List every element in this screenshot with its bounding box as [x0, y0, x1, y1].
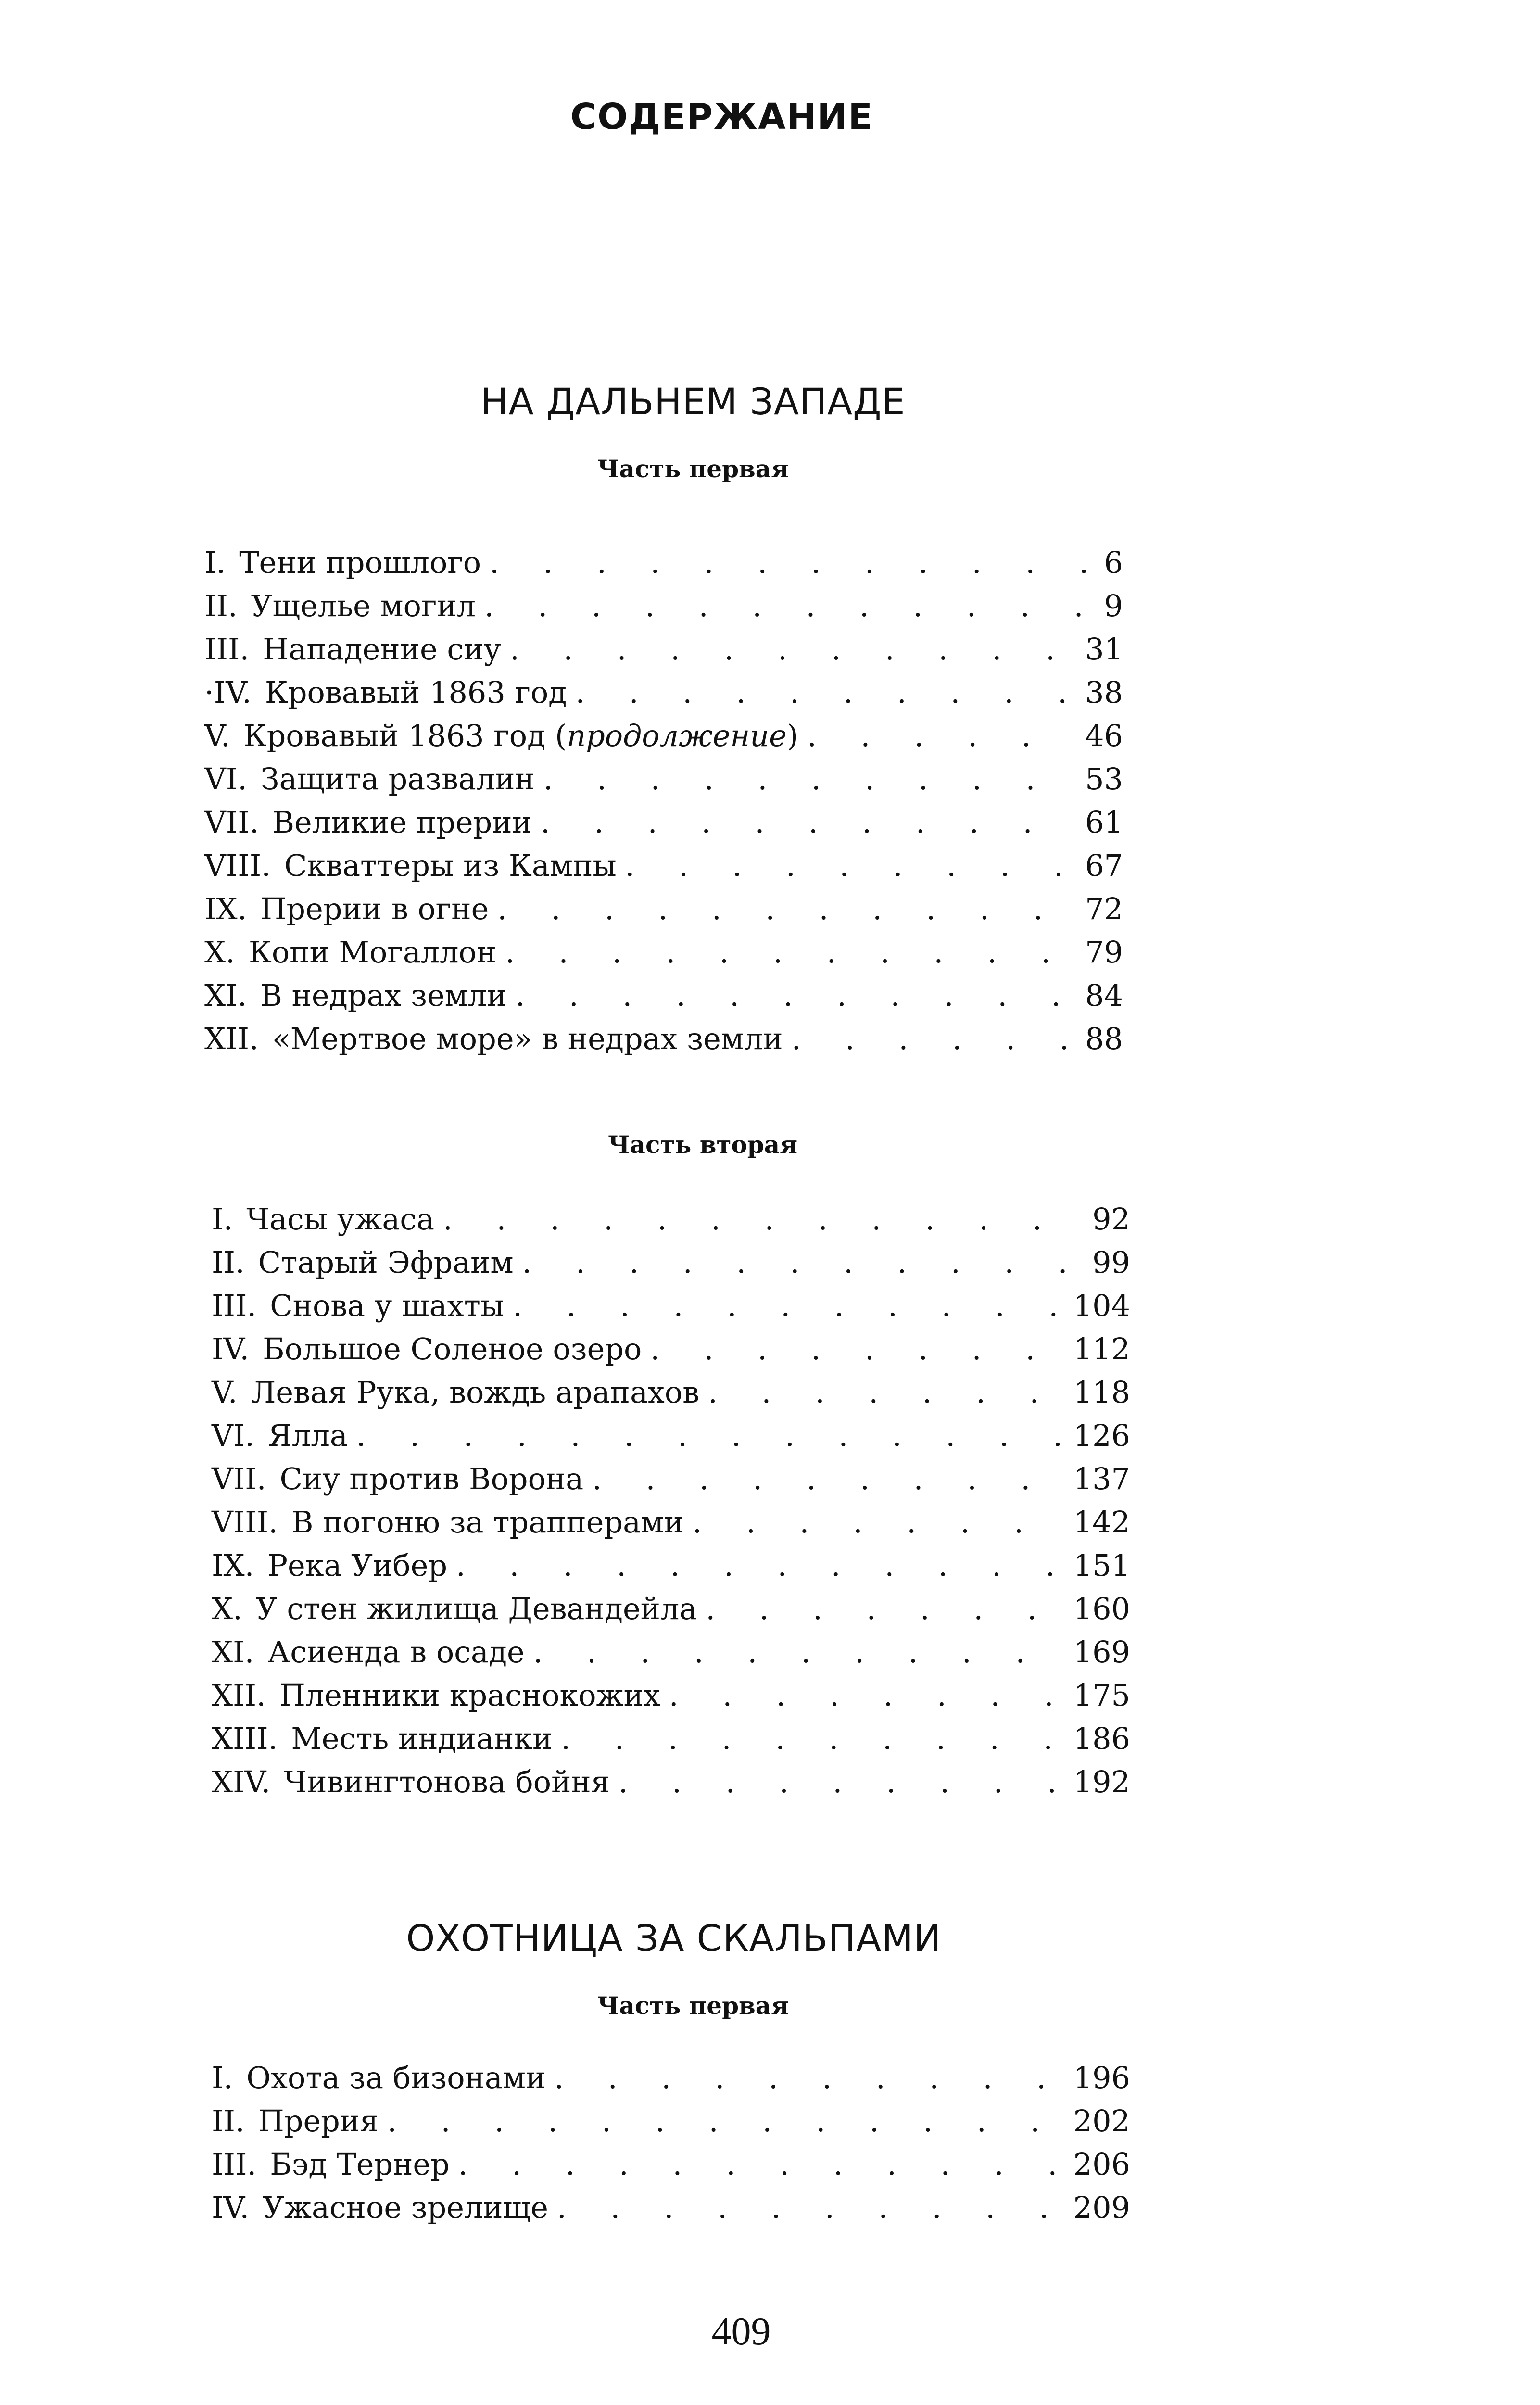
toc-entry[interactable] [212, 2143, 1130, 2186]
chapter-title: Защита развалин [260, 761, 535, 797]
toc-entry[interactable] [212, 1587, 1130, 1631]
chapter-title-text: Кровавый 1863 год ( [243, 718, 567, 753]
page-ref: 160 [1073, 1591, 1130, 1626]
toc-entry[interactable] [204, 931, 1123, 974]
page-ref: 169 [1073, 1634, 1130, 1670]
chapter-title: «Мертвое море» в недрах земли [272, 1021, 783, 1056]
toc-entry[interactable] [212, 1414, 1130, 1457]
toc-entry[interactable] [212, 1284, 1130, 1328]
page-ref: 67 [1085, 848, 1123, 883]
chapter-title: Бэд Тернер [270, 2147, 450, 2182]
chapter-number: VI. [212, 1418, 254, 1453]
dot-leader [484, 584, 1086, 628]
toc-entry[interactable] [204, 974, 1123, 1017]
dot-leader [554, 2056, 1064, 2100]
chapter-title: Левая Рука, вождь арапахов [251, 1375, 700, 1410]
chapter-number: XII. [204, 1021, 259, 1056]
dot-leader [592, 1457, 1064, 1501]
toc-entry[interactable] [212, 1328, 1130, 1371]
page-ref: 209 [1073, 2190, 1130, 2225]
chapter-title: У стен жилища Девандейла [255, 1591, 697, 1626]
chapter-title: Снова у шахты [270, 1288, 505, 1323]
dot-leader [522, 1241, 1084, 1284]
page-ref: 6 [1104, 545, 1123, 580]
dot-leader [669, 1674, 1065, 1717]
chapter-number: III. [204, 632, 250, 667]
chapter-number: I. [204, 545, 226, 580]
chapter-title: Ялла [267, 1418, 348, 1453]
chapter-number: VII. [204, 805, 259, 840]
page-ref: 202 [1073, 2103, 1130, 2139]
toc-list [204, 541, 1123, 1061]
page-ref: 84 [1085, 978, 1123, 1013]
dot-leader [356, 1414, 1065, 1457]
toc-list [212, 1198, 1130, 1804]
toc-entry[interactable] [204, 714, 1123, 758]
toc-entry[interactable] [212, 1674, 1130, 1717]
chapter-number: III. [212, 1288, 257, 1323]
toc-entry[interactable] [204, 541, 1123, 584]
chapter-title: Ущелье могил [251, 588, 476, 623]
dot-leader [443, 1198, 1084, 1241]
toc-entry[interactable] [212, 2186, 1130, 2229]
dot-leader [706, 1587, 1064, 1631]
part-title: Часть первая [597, 1991, 789, 2020]
chapter-title: Прерии в огне [260, 891, 489, 926]
chapter-title: Тени прошлого [239, 545, 481, 580]
chapter-number: XII. [212, 1678, 266, 1713]
dot-leader [513, 1284, 1064, 1328]
chapter-number: VIII. [212, 1505, 278, 1540]
toc-entry[interactable] [204, 671, 1123, 714]
chapter-title: Прерия [258, 2103, 379, 2139]
chapter-number: XI. [212, 1634, 254, 1670]
chapter-number: II. [212, 2103, 245, 2139]
chapter-title: В недрах земли [260, 978, 507, 1013]
dot-leader [533, 1631, 1065, 1674]
dot-leader [561, 1717, 1065, 1760]
page-ref: 192 [1073, 1764, 1130, 1799]
toc-entry[interactable] [204, 1017, 1123, 1061]
dot-leader [510, 628, 1076, 671]
dot-leader [456, 1544, 1065, 1587]
chapter-number: IV. [212, 2190, 250, 2225]
dot-leader [557, 2186, 1065, 2229]
chapter-number: VIII. [204, 848, 271, 883]
chapter-number: III. [212, 2147, 257, 2182]
page-ref: 206 [1073, 2147, 1130, 2182]
chapter-title: Охота за бизонами [246, 2060, 546, 2095]
chapter-title: Копи Могаллон [248, 935, 497, 970]
toc-entry[interactable] [204, 887, 1123, 931]
chapter-number: II. [204, 588, 238, 623]
chapter-number: XIII. [212, 1721, 278, 1756]
page-ref: 72 [1085, 891, 1123, 926]
contents-heading: СОДЕРЖАНИЕ [570, 96, 874, 138]
dot-leader [792, 1017, 1076, 1061]
chapter-title: Месть индианки [291, 1721, 553, 1756]
page-ref: 142 [1073, 1505, 1130, 1540]
dot-leader [619, 1760, 1065, 1804]
dot-leader [541, 801, 1076, 844]
chapter-number: V. [204, 718, 230, 753]
page-ref: 88 [1085, 1021, 1123, 1056]
chapter-title: Нападение сиу [263, 632, 501, 667]
toc-entry[interactable] [204, 584, 1123, 628]
dot-leader [497, 887, 1076, 931]
toc-entry[interactable] [212, 1717, 1130, 1760]
page-ref: 61 [1085, 805, 1123, 840]
toc-entry[interactable] [212, 1371, 1130, 1414]
toc-entry[interactable] [212, 1241, 1130, 1284]
chapter-number: I. [212, 1202, 233, 1237]
page-ref: 53 [1085, 761, 1123, 797]
page-ref: 151 [1073, 1548, 1130, 1583]
dot-leader [807, 714, 1076, 758]
dot-leader [458, 2143, 1065, 2186]
chapter-number: V. [212, 1375, 238, 1410]
page-ref: 175 [1073, 1678, 1130, 1713]
page-ref: 79 [1085, 935, 1123, 970]
toc-entry[interactable] [212, 1760, 1130, 1804]
book-title: НА ДАЛЬНЕМ ЗАПАДЕ [480, 380, 906, 423]
dot-leader [543, 758, 1076, 801]
chapter-number: ·IV. [204, 675, 252, 710]
chapter-number: IX. [204, 891, 247, 926]
toc-entry[interactable] [212, 2056, 1130, 2100]
page-ref: 99 [1092, 1245, 1130, 1280]
page-ref: 9 [1104, 588, 1123, 623]
chapter-title [244, 714, 798, 758]
part-title: Часть вторая [607, 1130, 798, 1159]
page-ref: 31 [1085, 632, 1123, 667]
chapter-title: Кровавый 1863 год [265, 675, 567, 710]
dot-leader [490, 541, 1086, 584]
page-ref: 92 [1092, 1202, 1130, 1237]
dot-leader [650, 1328, 1064, 1371]
dot-leader [387, 2100, 1064, 2143]
page-ref: 137 [1073, 1461, 1130, 1496]
toc-entry[interactable] [212, 1457, 1130, 1501]
dot-leader [625, 844, 1076, 887]
toc-entry[interactable] [212, 1544, 1130, 1587]
page-ref: 46 [1085, 718, 1123, 753]
toc-entry[interactable] [212, 1198, 1130, 1241]
chapter-number: X. [212, 1591, 242, 1626]
chapter-number: IX. [212, 1548, 254, 1583]
toc-entry[interactable] [204, 844, 1123, 887]
chapter-title: Река Уибер [267, 1548, 448, 1583]
page-ref: 104 [1073, 1288, 1130, 1323]
chapter-title: Сиу против Ворона [279, 1461, 584, 1496]
toc-entry[interactable] [212, 1631, 1130, 1674]
chapter-title: Чивингтонова бойня [284, 1764, 610, 1799]
chapter-number: XI. [204, 978, 247, 1013]
chapter-title: Великие прерии [272, 805, 532, 840]
part-title: Часть первая [597, 455, 789, 483]
page-ref: 126 [1073, 1418, 1130, 1453]
page-ref: 112 [1073, 1331, 1130, 1367]
page-ref: 186 [1073, 1721, 1130, 1756]
chapter-title: Скваттеры из Кампы [284, 848, 617, 883]
dot-leader [516, 974, 1077, 1017]
chapter-number: I. [212, 2060, 233, 2095]
chapter-number: IV. [212, 1331, 250, 1367]
chapter-number: VII. [212, 1461, 266, 1496]
chapter-number: VI. [204, 761, 247, 797]
chapter-title-italic: продолжение [567, 718, 787, 753]
page-ref: 38 [1085, 675, 1123, 710]
chapter-title: Ужасное зрелище [263, 2190, 548, 2225]
chapter-number: XIV. [212, 1764, 271, 1799]
dot-leader [708, 1371, 1065, 1414]
toc-entry[interactable] [204, 801, 1123, 844]
page-number: 409 [711, 2309, 771, 2353]
chapter-number: II. [212, 1245, 245, 1280]
toc-entry[interactable] [212, 1501, 1130, 1544]
chapter-title: Большое Соленое озеро [263, 1331, 642, 1367]
toc-entry[interactable] [212, 2100, 1130, 2143]
toc-list [212, 2056, 1130, 2229]
chapter-title-closing: ) [786, 718, 799, 753]
chapter-title: Старый Эфраим [258, 1245, 514, 1280]
toc-entry[interactable] [204, 758, 1123, 801]
page-ref: 196 [1073, 2060, 1130, 2095]
page-ref: 118 [1073, 1375, 1130, 1410]
chapter-title: Асиенда в осаде [267, 1634, 525, 1670]
chapter-title: Часы ужаса [246, 1202, 435, 1237]
toc-entry[interactable] [204, 628, 1123, 671]
chapter-number: X. [204, 935, 235, 970]
dot-leader [575, 671, 1076, 714]
book-title: ОХОТНИЦА ЗА СКАЛЬПАМИ [406, 1917, 942, 1960]
dot-leader [505, 931, 1076, 974]
dot-leader [693, 1501, 1065, 1544]
chapter-title: В погоню за трапперами [291, 1505, 684, 1540]
chapter-title: Пленники краснокожих [279, 1678, 660, 1713]
